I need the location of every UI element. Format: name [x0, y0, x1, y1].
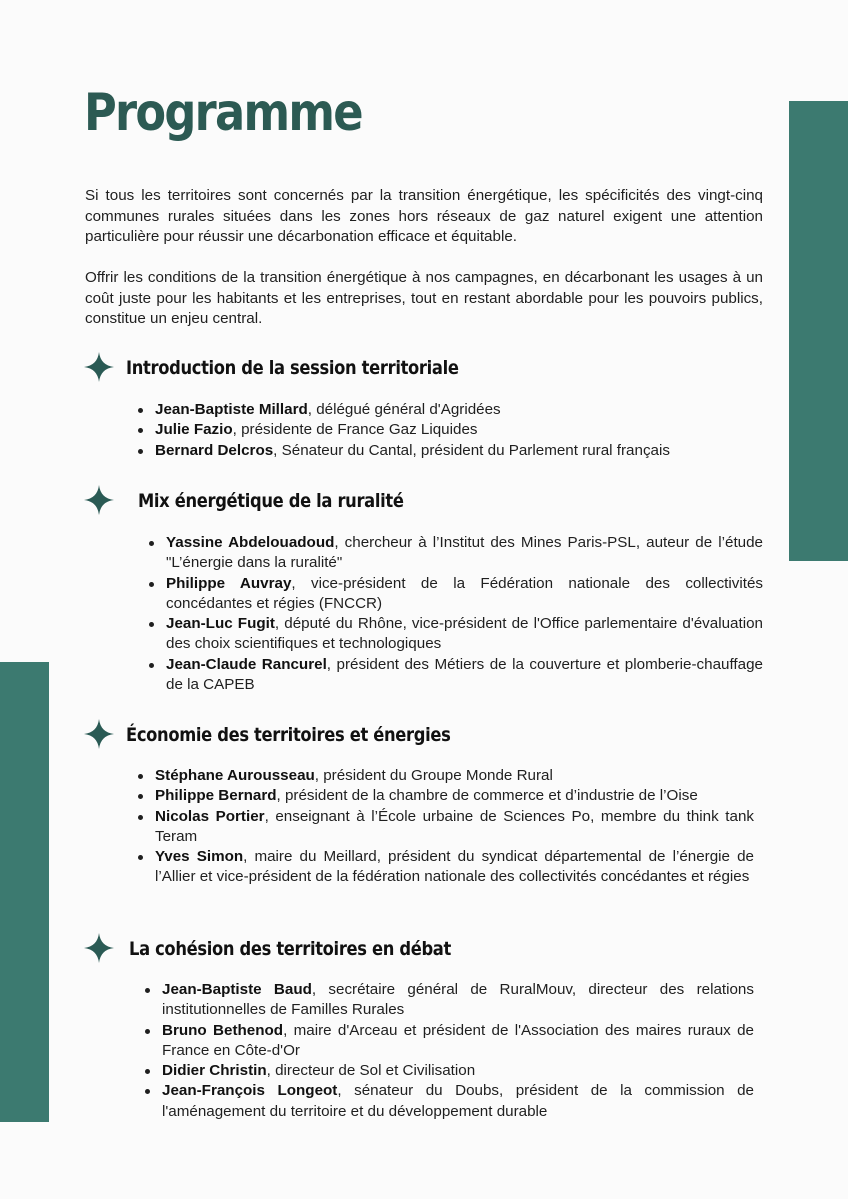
four-point-star-icon	[84, 352, 114, 382]
speaker-name: Yves Simon	[155, 848, 244, 866]
section-header	[84, 933, 784, 965]
list-item	[147, 574, 763, 615]
four-point-star-icon	[84, 719, 114, 749]
speaker-name: Jean-Luc Fugit	[166, 615, 275, 633]
speaker-list	[147, 533, 763, 695]
speaker-role: , secrétaire général de RuralMouv, directeur des relations institutionnelles de Familles Rurales	[162, 981, 754, 1019]
speaker-role: , président des Métiers de la couverture et plomberie-chauffage de la CAPEB	[166, 655, 763, 694]
section-header	[84, 719, 784, 751]
speaker-role: , délégué général d'Agridées	[307, 401, 501, 418]
list-item	[136, 847, 754, 888]
four-point-star-icon	[84, 933, 114, 963]
section-title: Économie des territoires et énergies	[126, 724, 451, 746]
list-item	[147, 533, 763, 574]
speaker-name: Philippe Auvray	[166, 574, 292, 592]
section-title: Introduction de la session territoriale	[126, 357, 459, 379]
list-item	[143, 1021, 754, 1062]
section-economie	[84, 719, 784, 886]
speaker-name: Didier Christin	[162, 1062, 267, 1080]
speaker-role: , président de la chambre de commerce et d’industrie de l’Oise	[276, 787, 698, 805]
speaker-list	[143, 980, 754, 1122]
speaker-role: , député du Rhône, vice-président de l'Office parlementaire d'évaluation des choix scientifiques et technologiques	[166, 615, 763, 653]
speaker-list	[136, 766, 754, 888]
speaker-role: , enseignant à l’École urbaine de Sciences Po, membre du think tank Teram	[155, 807, 754, 845]
speaker-name: Yassine Abdelouadoud	[166, 534, 335, 551]
speaker-role: , maire d'Arceau et président de l'Association des maires ruraux de France en Côte-d'Or	[162, 1021, 754, 1059]
intro-text	[85, 186, 763, 330]
speaker-name: Jean-François Longeot	[162, 1082, 338, 1100]
section-header	[84, 485, 784, 517]
list-item	[136, 766, 754, 786]
decorative-bar-left	[0, 662, 49, 1122]
list-item	[147, 655, 763, 696]
list-item	[136, 420, 736, 440]
speaker-role: , Sénateur du Cantal, président du Parlement rural français	[273, 441, 670, 459]
section-title: La cohésion des territoires en débat	[129, 938, 451, 960]
section-mix-energetique	[84, 485, 784, 694]
section-title: Mix énergétique de la ruralité	[138, 490, 404, 512]
section-introduction	[84, 352, 784, 459]
speaker-name: Jean-Baptiste Millard	[155, 401, 308, 418]
intro-paragraph: Offrir les conditions de la transition énergétique à nos campagnes, en décarbonant les usages à un coût juste pour les habitants et les entreprises, tout en restant abordable pour les pouvoirs publics, constitue un enjeu central.	[85, 269, 763, 327]
list-item	[147, 614, 763, 655]
list-item	[136, 400, 736, 420]
list-item	[136, 441, 736, 461]
speaker-name: Bernard Delcros	[155, 441, 274, 459]
list-item	[143, 1061, 754, 1081]
speaker-role: , chercheur à l’Institut des Mines Paris-PSL, auteur de l’étude "L’énergie dans la ruralité"	[166, 534, 764, 572]
speaker-name: Jean-Baptiste Baud	[162, 981, 312, 998]
section-cohesion	[84, 933, 784, 1120]
speaker-role: , maire du Meillard, président du syndicat départemental de l’énergie de l’Allier et vice-président de la fédération nationale des collectivités concédantes et régies	[155, 848, 754, 886]
speaker-name: Jean-Claude Rancurel	[166, 655, 327, 673]
speaker-list	[136, 400, 736, 461]
speaker-role: , sénateur du Doubs, président de la commission de l'aménagement du territoire et du développement durable	[162, 1082, 754, 1120]
four-point-star-icon	[84, 485, 114, 515]
speaker-role: , directeur de Sol et Civilisation	[266, 1062, 476, 1080]
speaker-role: , vice-président de la Fédération nationale des collectivités concédantes et régies (FNCCR)	[166, 574, 763, 612]
speaker-name: Bruno Bethenod	[162, 1021, 284, 1039]
speaker-name: Stéphane Aurousseau	[155, 767, 315, 784]
decorative-bar-right	[789, 101, 848, 561]
speaker-name: Julie Fazio	[155, 421, 233, 439]
list-item	[143, 1081, 754, 1122]
speaker-name: Nicolas Portier	[155, 807, 265, 825]
speaker-role: , président du Groupe Monde Rural	[314, 767, 553, 784]
section-header	[84, 352, 784, 384]
speaker-role: , présidente de France Gaz Liquides	[232, 421, 478, 439]
list-item	[136, 786, 754, 806]
list-item	[136, 807, 754, 848]
intro-paragraph: Si tous les territoires sont concernés par la transition énergétique, les spécificités des vingt-cinq communes rurales situées dans les zones hors réseaux de gaz naturel exigent une attention particulière pour réussir une décarbonation efficace et équitable.	[85, 187, 763, 245]
speaker-name: Philippe Bernard	[155, 787, 277, 805]
page-title: Programme	[84, 83, 362, 143]
list-item	[143, 980, 754, 1021]
